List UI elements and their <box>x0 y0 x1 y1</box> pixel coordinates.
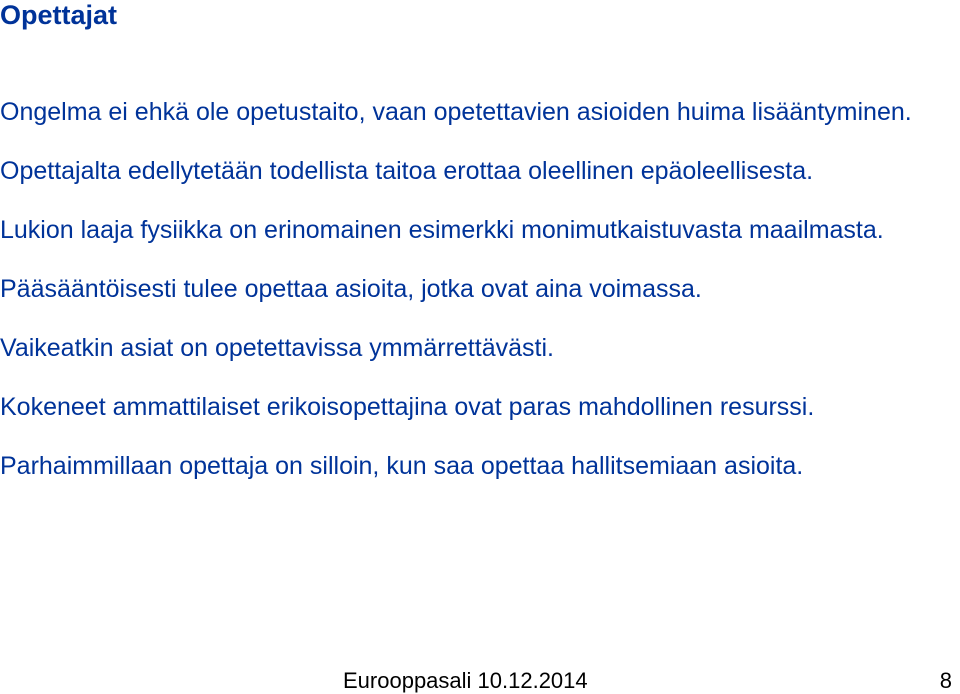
paragraph-6: Kokeneet ammattilaiset erikoisopettajina ovat paras mahdollinen resurssi. <box>0 393 815 421</box>
slide-title: Opettajat <box>0 0 118 30</box>
paragraph-7: Parhaimmillaan opettaja on silloin, kun saa opettaa hallitsemiaan asioita. <box>0 452 804 480</box>
paragraph-3: Lukion laaja fysiikka on erinomainen esimerkki monimutkaistuvasta maailmasta. <box>0 216 884 244</box>
footer-text: Eurooppasali 10.12.2014 <box>343 668 588 693</box>
paragraph-5: Vaikeatkin asiat on opetettavissa ymmärrettävästi. <box>0 334 554 362</box>
page-number: 8 <box>939 668 952 693</box>
slide-body <box>0 96 950 509</box>
paragraph-1: Ongelma ei ehkä ole opetustaito, vaan opetettavien asioiden huima lisääntyminen. <box>0 98 912 126</box>
paragraph-2: Opettajalta edellytetään todellista taitoa erottaa oleellinen epäoleellisesta. <box>0 157 814 185</box>
paragraph-4: Pääsääntöisesti tulee opettaa asioita, jotka ovat aina voimassa. <box>0 275 702 303</box>
